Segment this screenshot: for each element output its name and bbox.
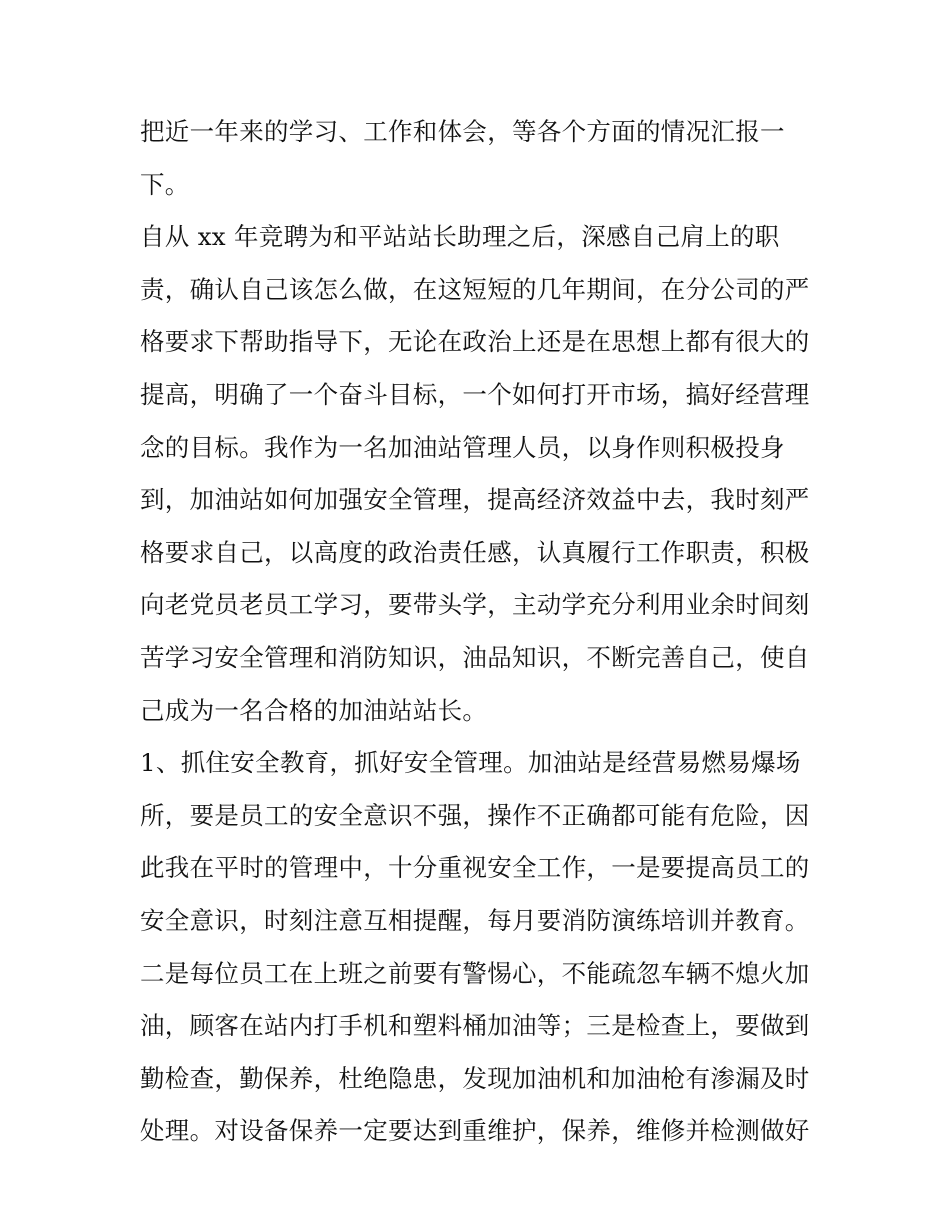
text-line: 1、抓住安全教育，抓好安全管理。加油站是经营易燃易爆场	[140, 748, 801, 778]
text-line: 到，加油站如何加强安全管理，提高经济效益中去，我时刻严	[140, 485, 810, 515]
text-line: 勤检查，勤保养，杜绝隐患，发现加油机和加油枪有渗漏及时	[140, 1063, 810, 1093]
text-line: 提高，明确了一个奋斗目标，一个如何打开市场，搞好经营理	[140, 379, 810, 409]
text-line: 所，要是员工的安全意识不强，操作不正确都可能有危险，因	[140, 800, 810, 830]
text-line: 苦学习安全管理和消防知识，油品知识，不断完善自己，使自	[140, 642, 810, 672]
text-line: 自从 xx 年竞聘为和平站站长助理之后，深感自己肩上的职	[140, 222, 780, 252]
text-line: 念的目标。我作为一名加油站管理人员，以身作则积极投身	[140, 432, 785, 462]
text-line: 处理。对设备保养一定要达到重维护，保养，维修并检测做好	[140, 1116, 810, 1146]
text-line: 格要求自己，以高度的政治责任感，认真履行工作职责，积极	[140, 537, 810, 567]
text-line: 安全意识，时刻注意互相提醒，每月要消防演练培训并教育。	[140, 905, 810, 935]
document-body	[140, 106, 820, 1158]
text-line: 此我在平时的管理中，十分重视安全工作，一是要提高员工的	[140, 853, 810, 883]
text-line: 责，确认自己该怎么做，在这短短的几年期间，在分公司的严	[140, 274, 810, 304]
text-line: 向老党员老员工学习，要带头学，主动学充分利用业余时间刻	[140, 590, 810, 620]
text-line: 格要求下帮助指导下，无论在政治上还是在思想上都有很大的	[140, 327, 810, 357]
text-line: 二是每位员工在上班之前要有警惕心，不能疏忽车辆不熄火加	[140, 958, 810, 988]
text-line: 下。	[140, 169, 190, 199]
text-line: 己成为一名合格的加油站站长。	[140, 695, 488, 725]
text-line: 把近一年来的学习、工作和体会，等各个方面的情况汇报一	[140, 117, 785, 146]
text-line: 油，顾客在站内打手机和塑料桶加油等；三是检查上，要做到	[140, 1011, 810, 1041]
